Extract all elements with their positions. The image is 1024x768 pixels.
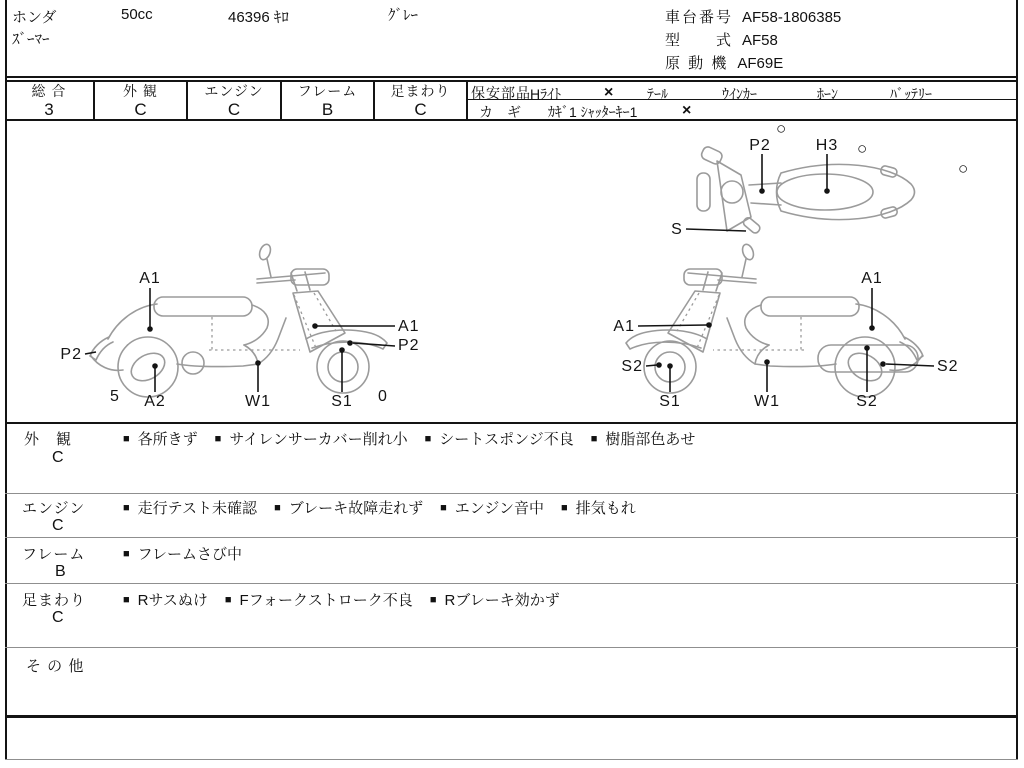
section-engine-comments: [123, 497, 636, 518]
border-bottom: [5, 759, 1018, 760]
section-undercarriage-comments: [123, 589, 560, 610]
grade-frame-value: B: [321, 100, 334, 119]
grade-frame-label: フレーム: [297, 83, 358, 99]
mark-a1-right-rear: A1: [861, 270, 883, 287]
horn-status: ○: [857, 139, 868, 158]
comment-item: [440, 497, 544, 518]
comment-item: [425, 428, 574, 449]
mileage: 46396 ｷﾛ: [228, 9, 289, 26]
engine-code-label: 原 動 機: [665, 55, 729, 72]
section-exterior-comments: [123, 428, 695, 449]
mark-p2-left-rear: P2: [60, 346, 82, 363]
comment-item: [561, 497, 636, 518]
winker-label: ｳｲﾝｶｰ: [722, 86, 757, 102]
grade-undercarriage-value: C: [414, 100, 427, 119]
comment-text: Fフォークストローク不良: [239, 592, 413, 609]
divider-1: [5, 493, 1018, 494]
bullet-icon: ■: [424, 433, 432, 445]
bullet-icon: ■: [274, 502, 281, 514]
horn-label: ﾎｰﾝ: [817, 86, 838, 102]
bullet-icon: ■: [224, 594, 232, 606]
comment-text: 樹脂部色あせ: [605, 431, 696, 448]
comment-text: Rサスぬけ: [137, 592, 208, 609]
grade-overall-label: 総 合: [31, 83, 67, 99]
headlight-label: Hﾗｲﾄ: [530, 86, 562, 102]
mark-p2-left-front: P2: [398, 337, 420, 354]
divider-4: [5, 647, 1018, 648]
bullet-icon: ■: [123, 594, 130, 606]
divider-3: [5, 583, 1018, 584]
comment-text: フレームさび中: [137, 546, 243, 563]
section-engine-label: エンジン: [22, 500, 86, 517]
bullet-icon: ■: [123, 433, 130, 445]
model-name: ｽﾞｰﾏｰ: [12, 31, 50, 48]
grade-engine: [188, 83, 280, 120]
damage-diagram: [5, 121, 1018, 423]
comment-text: ブレーキ故障走れず: [288, 500, 424, 517]
bullet-icon: ■: [214, 433, 222, 445]
bullet-icon: ■: [590, 433, 598, 445]
tail-status: ×: [682, 102, 692, 119]
mark-s1-left: S1: [331, 393, 353, 410]
comment-text: Rブレーキ効かず: [444, 592, 560, 609]
grade-undercarriage-label: 足まわり: [390, 83, 451, 99]
grade-exterior: [95, 83, 186, 120]
section-exterior-grade: C: [52, 449, 64, 466]
mark-a1-left-rear: A1: [139, 270, 161, 287]
comment-item: [123, 589, 208, 610]
displacement: 50cc: [121, 6, 153, 23]
grade-row-top: [5, 80, 1018, 82]
mark-rear-tread-depth: 5: [110, 388, 120, 405]
grade-exterior-value: C: [134, 100, 147, 119]
comment-item: [123, 497, 257, 518]
comment-text: エンジン音中: [454, 500, 545, 517]
comment-item: [123, 428, 198, 449]
grade-exterior-label: 外 観: [123, 83, 158, 99]
divider-diagram-bottom: [5, 422, 1018, 424]
mark-w1-right: W1: [754, 393, 780, 410]
engine-code-value: AF69E: [737, 55, 784, 72]
mark-h3-top: H3: [815, 137, 839, 154]
key-value: ｶｷﾞ1 ｼｬｯﾀｰｷｰ1: [548, 104, 638, 120]
comment-text: 排気もれ: [575, 500, 636, 517]
winker-status: ○: [776, 119, 787, 138]
mark-s2-right-front: S2: [621, 358, 643, 375]
key-label: カ ギ: [479, 104, 521, 120]
type-code-value: AF58: [742, 32, 778, 49]
chassis-number-row: [665, 6, 841, 27]
grade-engine-value: C: [227, 100, 241, 119]
mark-a1-left-front: A1: [398, 318, 420, 335]
mark-front-tread-depth: 0: [378, 388, 388, 405]
comment-item: [123, 543, 242, 564]
mark-s2-right-rear-side: S2: [937, 358, 959, 375]
grade-overall: [5, 83, 93, 120]
comment-item: [225, 589, 413, 610]
bullet-icon: ■: [561, 502, 568, 514]
section-exterior-label: 外 観: [24, 431, 73, 448]
bullet-icon: ■: [123, 548, 130, 560]
bullet-icon: ■: [123, 502, 130, 514]
divider-2: [5, 537, 1018, 538]
tail-label: ﾃｰﾙ: [647, 86, 668, 102]
comment-text: 走行テスト未確認: [137, 500, 258, 517]
comment-item: [430, 589, 560, 610]
section-frame-comments: [123, 543, 242, 564]
comment-text: 各所きず: [137, 431, 198, 448]
grade-undercarriage: [375, 83, 466, 120]
comment-item: [215, 428, 408, 449]
bullet-icon: ■: [429, 594, 437, 606]
safety-title: 保安部品: [471, 85, 531, 101]
type-code-row: [665, 29, 778, 50]
section-frame-grade: B: [55, 563, 66, 580]
type-code-label: 型 式: [665, 32, 734, 49]
section-other-label: そ の 他: [26, 658, 85, 675]
comment-item: [274, 497, 423, 518]
mark-p2-top: P2: [749, 137, 771, 154]
scooter-top-view: [697, 145, 915, 234]
mark-a1-right-front: A1: [613, 318, 635, 335]
grade-overall-value: 3: [44, 100, 54, 119]
bullet-icon: ■: [440, 502, 447, 514]
headlight-status: ×: [604, 84, 614, 101]
section-undercarriage-grade: C: [52, 609, 64, 626]
mark-a2-left: A2: [144, 393, 166, 410]
chassis-number-label: 車台番号: [665, 9, 734, 26]
maker-name: ホンダ: [12, 9, 57, 26]
grade-divider: [466, 80, 468, 121]
comment-text: シートスポンジ不良: [439, 431, 574, 448]
comment-item: [591, 428, 696, 449]
section-engine-grade: C: [52, 517, 64, 534]
battery-label: ﾊﾞｯﾃﾘｰ: [890, 86, 932, 102]
mark-s1-right: S1: [659, 393, 681, 410]
mark-w1-left: W1: [245, 393, 271, 410]
divider-heavy-bottom: [5, 715, 1018, 718]
chassis-number-value: AF58-1806385: [742, 9, 842, 26]
grade-engine-label: エンジン: [204, 83, 264, 99]
section-frame-label: フレーム: [22, 546, 86, 563]
mark-s2-right-rear-bottom: S2: [856, 393, 878, 410]
comment-text: サイレンサーカバー削れ小: [229, 431, 408, 448]
body-color: ｸﾞﾚｰ: [388, 7, 419, 24]
engine-cover-circle: [182, 352, 204, 374]
battery-status: ○: [958, 159, 969, 178]
divider-header: [5, 76, 1018, 78]
mark-s-top: S: [671, 221, 683, 238]
section-undercarriage-label: 足まわり: [22, 592, 87, 609]
engine-code-row: [665, 52, 783, 73]
grade-frame: [282, 83, 373, 120]
